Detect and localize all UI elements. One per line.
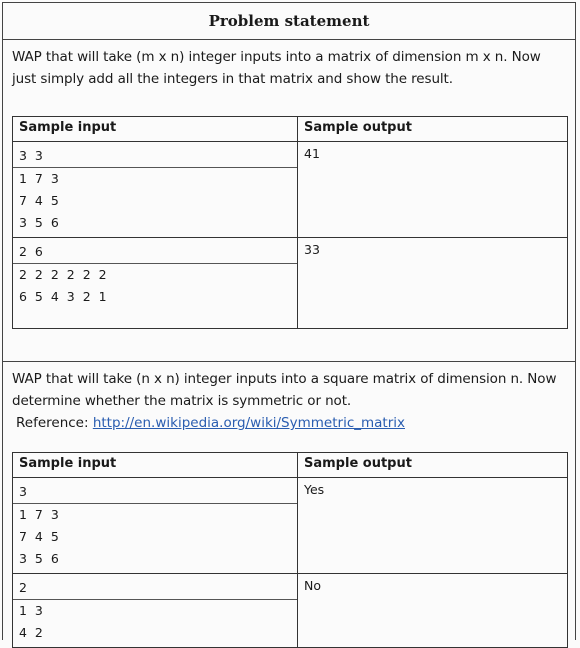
sample-input-cell bbox=[13, 238, 298, 329]
input-line: 3 3 bbox=[13, 145, 297, 168]
input-line: 7 4 5 bbox=[19, 193, 61, 208]
sample-output-cell: 41 bbox=[298, 142, 568, 238]
problem-2 bbox=[2, 362, 576, 640]
page-title: Problem statement bbox=[2, 2, 576, 40]
sample-row bbox=[13, 142, 568, 238]
input-line: 6 5 4 3 2 1 bbox=[19, 289, 109, 304]
sample-row bbox=[13, 238, 568, 329]
input-line: 1 7 3 bbox=[19, 171, 61, 186]
samples-table bbox=[12, 452, 568, 648]
sample-output-cell: Yes bbox=[298, 478, 568, 574]
sample-input-header: Sample input bbox=[13, 453, 298, 478]
sample-input-header: Sample input bbox=[13, 117, 298, 142]
input-line: 4 2 bbox=[19, 625, 45, 640]
reference-label: Reference: bbox=[16, 415, 89, 431]
input-line: 2 6 bbox=[13, 241, 297, 264]
sample-input-cell bbox=[13, 574, 298, 648]
problem-statement: WAP that will take (n x n) integer inputs into a square matrix of dimension n. Now determine whether the matrix is symmetric or not. bbox=[12, 371, 557, 409]
input-line: 3 bbox=[13, 481, 297, 504]
input-line: 7 4 5 bbox=[19, 529, 61, 544]
samples-table bbox=[12, 116, 568, 329]
sample-output-cell: 33 bbox=[298, 238, 568, 329]
sample-input-cell bbox=[13, 478, 298, 574]
sample-output-cell: No bbox=[298, 574, 568, 648]
sample-output-header: Sample output bbox=[298, 453, 568, 478]
input-line: 2 2 2 2 2 2 bbox=[19, 267, 109, 282]
sample-output-header: Sample output bbox=[298, 117, 568, 142]
input-line: 2 bbox=[13, 577, 297, 600]
input-line: 3 5 6 bbox=[19, 215, 61, 230]
input-line: 1 3 bbox=[19, 603, 45, 618]
input-line: 1 7 3 bbox=[19, 507, 61, 522]
problem-statement: WAP that will take (m x n) integer inputs into a matrix of dimension m x n. Now just simply add all the integers in that matrix and show the result. bbox=[12, 49, 541, 87]
reference-line bbox=[2, 412, 576, 434]
reference-link[interactable]: http://en.wikipedia.org/wiki/Symmetric_matrix bbox=[92, 415, 405, 431]
problem-1 bbox=[2, 40, 576, 362]
sample-row bbox=[13, 478, 568, 574]
sample-row bbox=[13, 574, 568, 648]
input-line: 3 5 6 bbox=[19, 551, 61, 566]
sample-input-cell bbox=[13, 142, 298, 238]
